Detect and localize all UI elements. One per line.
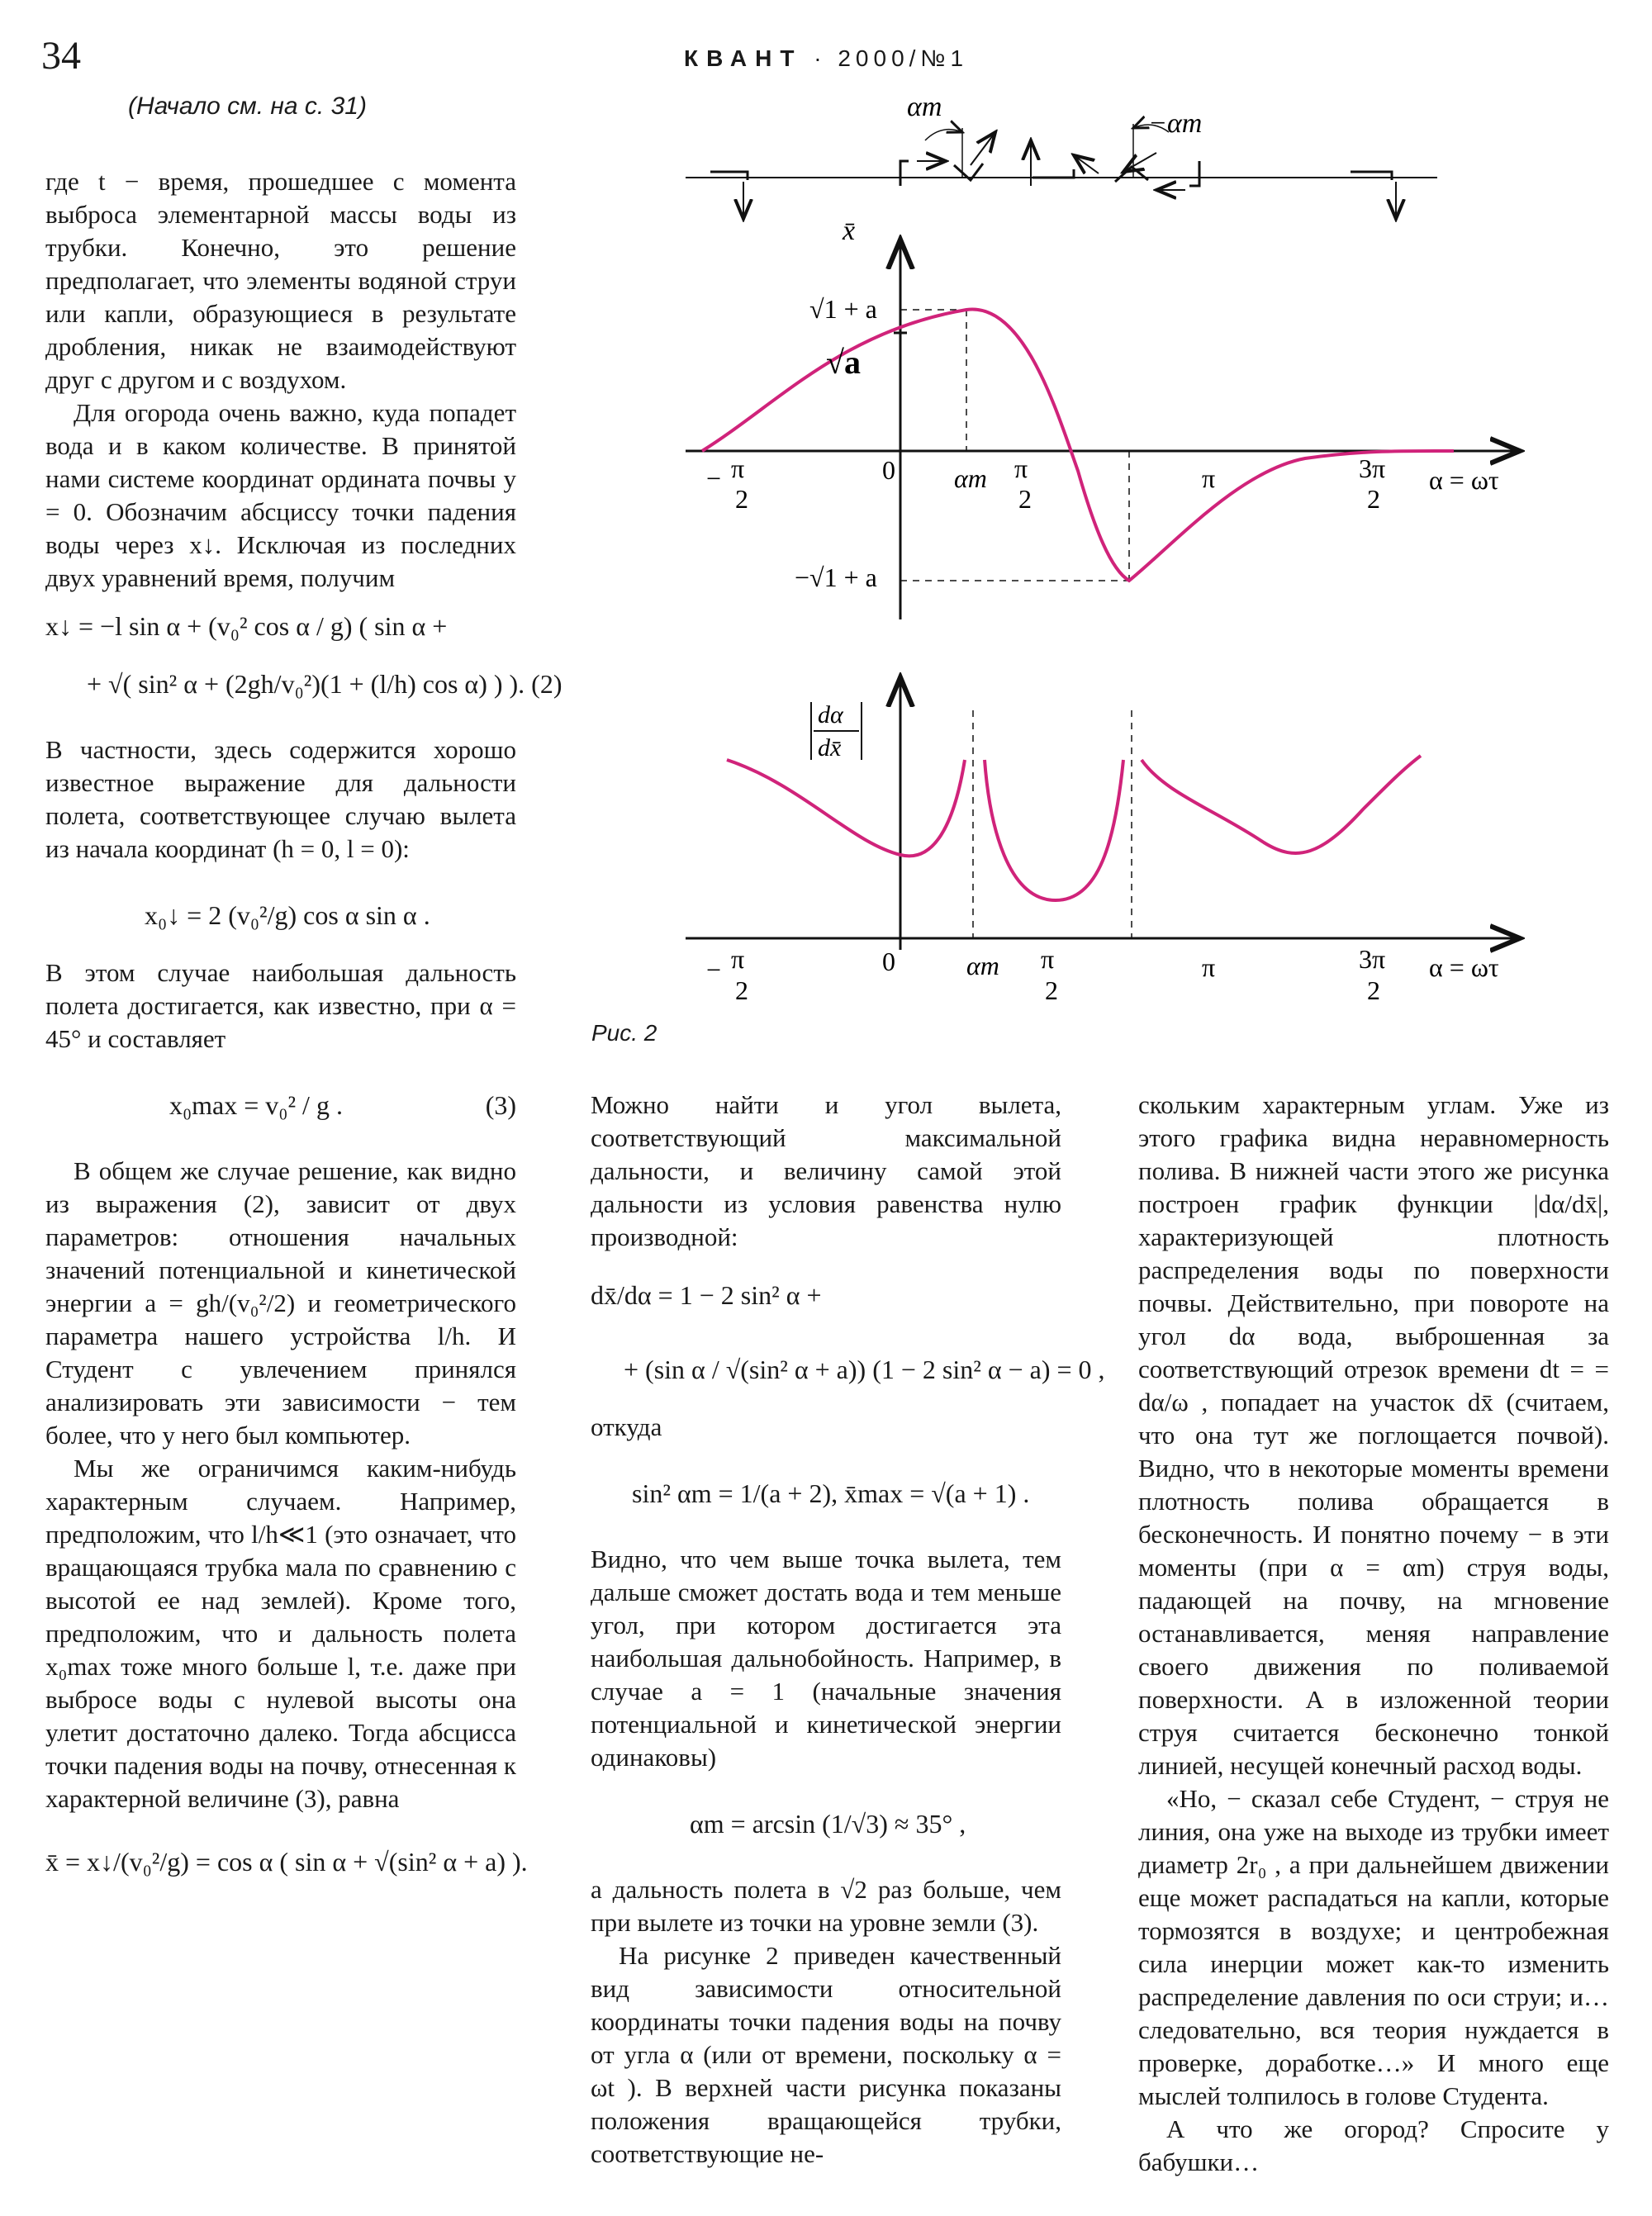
graph-1-curve (702, 309, 1454, 581)
tick-pi-den: 2 (735, 484, 748, 514)
figure-caption: Рис. 2 (591, 1020, 657, 1046)
alpha-m-label: αm (907, 92, 942, 122)
tick-pi-half-den: 2 (1018, 484, 1032, 514)
tick-3pi-num: 3π (1359, 944, 1386, 974)
paragraph: «Но, − сказал себе Студент, − струя не линия, она уже на выходе из трубки имеет диаметр 2r₀ , а при дальнейшем движении еще может распадаться на капли, которые тормозятся в воздухе; и центробежная сила инерции может как-то изменить распределение давления по оси струи; и… следовательно, вся теория нуждается в проверке, доработке…» И много еще мыслей толпилось в голове Студента. (1138, 1784, 1609, 2110)
paragraph: Мы же ограничимся каким-нибудь характерным случаем. Например, предположим, что l/h≪1 (это означает, что вращающаяся трубка мала по сравнению с высотой ее над землей). Кроме того, предположим, что и дальность полета x₀max тоже много больше l, т.е. даже при выбросе воды с нулевой высоты она улетит достаточно далеко. Тогда абсцисса точки падения воды на почву, отнесенная к характерной величине (3), равна (45, 1454, 516, 1813)
tick-neg-sqrt: −√1 + a (795, 562, 877, 592)
tick-3pi-num: 3π (1359, 453, 1386, 483)
column-1 (45, 165, 563, 1878)
tick-pi-num: π (731, 453, 745, 483)
column-3 (1138, 1089, 1609, 2179)
page-number: 34 (41, 34, 81, 78)
equation-2-line-1: x↓ = −l sin α + (v₀² cos α / g) ( sin α + (45, 611, 448, 641)
tick-minus: − (706, 955, 722, 985)
tube-positions-diagram (686, 124, 1437, 219)
graph-2-xlabel: α = ωτ (1429, 952, 1499, 982)
tick-pi-half-num: π (1014, 453, 1028, 483)
tick-alpha-m: αm (954, 463, 987, 493)
tick-pi: π (1202, 952, 1216, 982)
neg-alpha-m-label: −αm (1148, 108, 1203, 139)
journal-title: КВАНТ (684, 45, 803, 71)
equation-3 (169, 1089, 516, 1122)
tick-sqrt-a: √a (826, 344, 861, 381)
graph-1-xlabel: α = ωτ (1429, 465, 1499, 495)
equation-arcsin: αm = arcsin (1/√3) ≈ 35° , (690, 1809, 966, 1839)
equation-alpha-m: sin² αm = 1/(a + 2), x̄max = √(a + 1) . (632, 1478, 1030, 1508)
equation-number: (3) (485, 1090, 516, 1120)
tick-3pi-den: 2 (1367, 975, 1380, 1005)
equation-2-body: + √( sin² α + (2gh/v₀²)(1 + (l/h) cos α) ) ). (87, 669, 525, 699)
tick-sqrt-1-plus-a: √1 + a (809, 294, 877, 324)
paragraph: А что же огород? Спросите у бабушки… (1138, 2114, 1609, 2176)
paragraph: скольким характерным углам. Уже из этого графика видна неравномерность полива. В нижней части этого же рисунка построен график функции |dα/dx̄|, характеризующей плотность распределения воды по поверхности почвы. Действительно, при повороте на угол dα вода, выброшенная за соответствующий отрезок времени dt = = dα/ω , попадает на участок dx̄ (считаем, что она тут же поглощается почвой). Видно, что в некоторые моменты времени плотность полива обращается в бесконечность. И понятно почему − в эти моменты (при α = αm) струя воды, падающей на почву, на мгновение останавливается, меняя направление своего движения по поливаемой поверхности. А в изложенной теории струя считается бесконечно тонкой линией, несущей конечный расход воды. (1138, 1090, 1609, 1780)
equation-x0: x₀↓ = 2 (v₀²/g) cos α sin α . (145, 900, 430, 930)
tick-pi-den: 2 (735, 975, 748, 1005)
equation-derivative-2: + (sin α / √(sin² α + a)) (1 − 2 sin² α − a) = 0 , (624, 1355, 1105, 1384)
paragraph: В частности, здесь содержится хорошо известное выражение для дальности полета, соответствующее случаю вылета из начала координат (h = 0, l = 0): (45, 735, 516, 863)
tick-pi-half-den: 2 (1045, 975, 1058, 1005)
equation-xbar: x̄ = x↓/(v₀²/g) = cos α ( sin α + √(sin² α + a) ). (45, 1847, 528, 1877)
graph-2-curve-left (727, 760, 965, 856)
issue-number: · 2000/№1 (814, 45, 969, 71)
continuation-note: (Начало см. на с. 31) (128, 93, 367, 120)
tick-zero: 0 (882, 455, 895, 485)
tick-pi: π (1202, 463, 1216, 493)
tick-pi-num: π (731, 944, 745, 974)
tick-pi-half-num: π (1041, 944, 1055, 974)
graph-2-curve-middle (985, 760, 1123, 900)
figure-2 (578, 83, 1619, 1016)
paragraph: Видно, что чем выше точка вылета, тем дальше сможет достать вода и тем меньше угол, при котором достигается эта наибольшая дальнобойность. Например, в случае a = 1 (начальные значения потенциальной и кинетической энергии одинаковы) (591, 1545, 1061, 1772)
graph-2-ylabel-den: dx̄ (818, 734, 842, 762)
tick-alpha-m: αm (966, 951, 999, 980)
paragraph: Можно найти и угол вылета, соответствующий максимальной дальности, и величину самой этой дальности из условия равенства нулю производной: (591, 1090, 1061, 1251)
graph-2-ylabel-num: dα (818, 701, 843, 728)
running-header (684, 45, 968, 72)
tick-minus: − (706, 463, 722, 493)
column-2 (591, 1089, 1105, 2171)
equation-2-line-2 (87, 667, 563, 700)
paragraph: где t − время, прошедшее с момента выброса элементарной массы воды из трубки. Конечно, это решение предполагает, что элементы водяной струи или капли, образующиеся в результате дробления, никак не взаимодействуют друг с другом и с воздухом. (45, 167, 516, 394)
equation-number: (2) (531, 669, 563, 699)
paragraph: а дальность полета в √2 раз больше, чем при вылете из точки на уровне земли (3). (591, 1875, 1061, 1937)
graph-1-ylabel: x̄ (843, 216, 856, 246)
equation-3-body: x₀max = v₀² / g . (169, 1090, 343, 1120)
paragraph: Для огорода очень важно, куда попадет вода и в каком количестве. В принятой нами системе координат ордината почвы y = 0. Обозначим абсциссу точки падения воды через x↓. Исключая из последних двух уравнений время, получим (45, 398, 516, 592)
paragraph: В этом случае наибольшая дальность полета достигается, как известно, при α = 45° и составляет (45, 958, 516, 1053)
word-otkuda: откуда (591, 1412, 662, 1441)
tick-3pi-den: 2 (1367, 484, 1380, 514)
tick-zero: 0 (882, 947, 895, 976)
paragraph: В общем же случае решение, как видно из выражения (2), зависит от двух параметров: отношения начальных значений потенциальной и кинетической энергии a = gh/(v₀²/2) и геометрического параметра нашего устройства l/h. И Студент с увлечением принялся анализировать эти зависимости − тем более, что у него был компьютер. (45, 1156, 516, 1450)
graph-2-curve-right (1142, 756, 1421, 853)
paragraph: На рисунке 2 приведен качественный вид зависимости относительной координаты точки падения воды на почву от угла α (или от времени, поскольку α = ωt ). В верхней части рисунка показаны положения вращающейся трубки, соответствующие не- (591, 1941, 1061, 2168)
equation-derivative-1: dx̄/dα = 1 − 2 sin² α + (591, 1280, 822, 1310)
